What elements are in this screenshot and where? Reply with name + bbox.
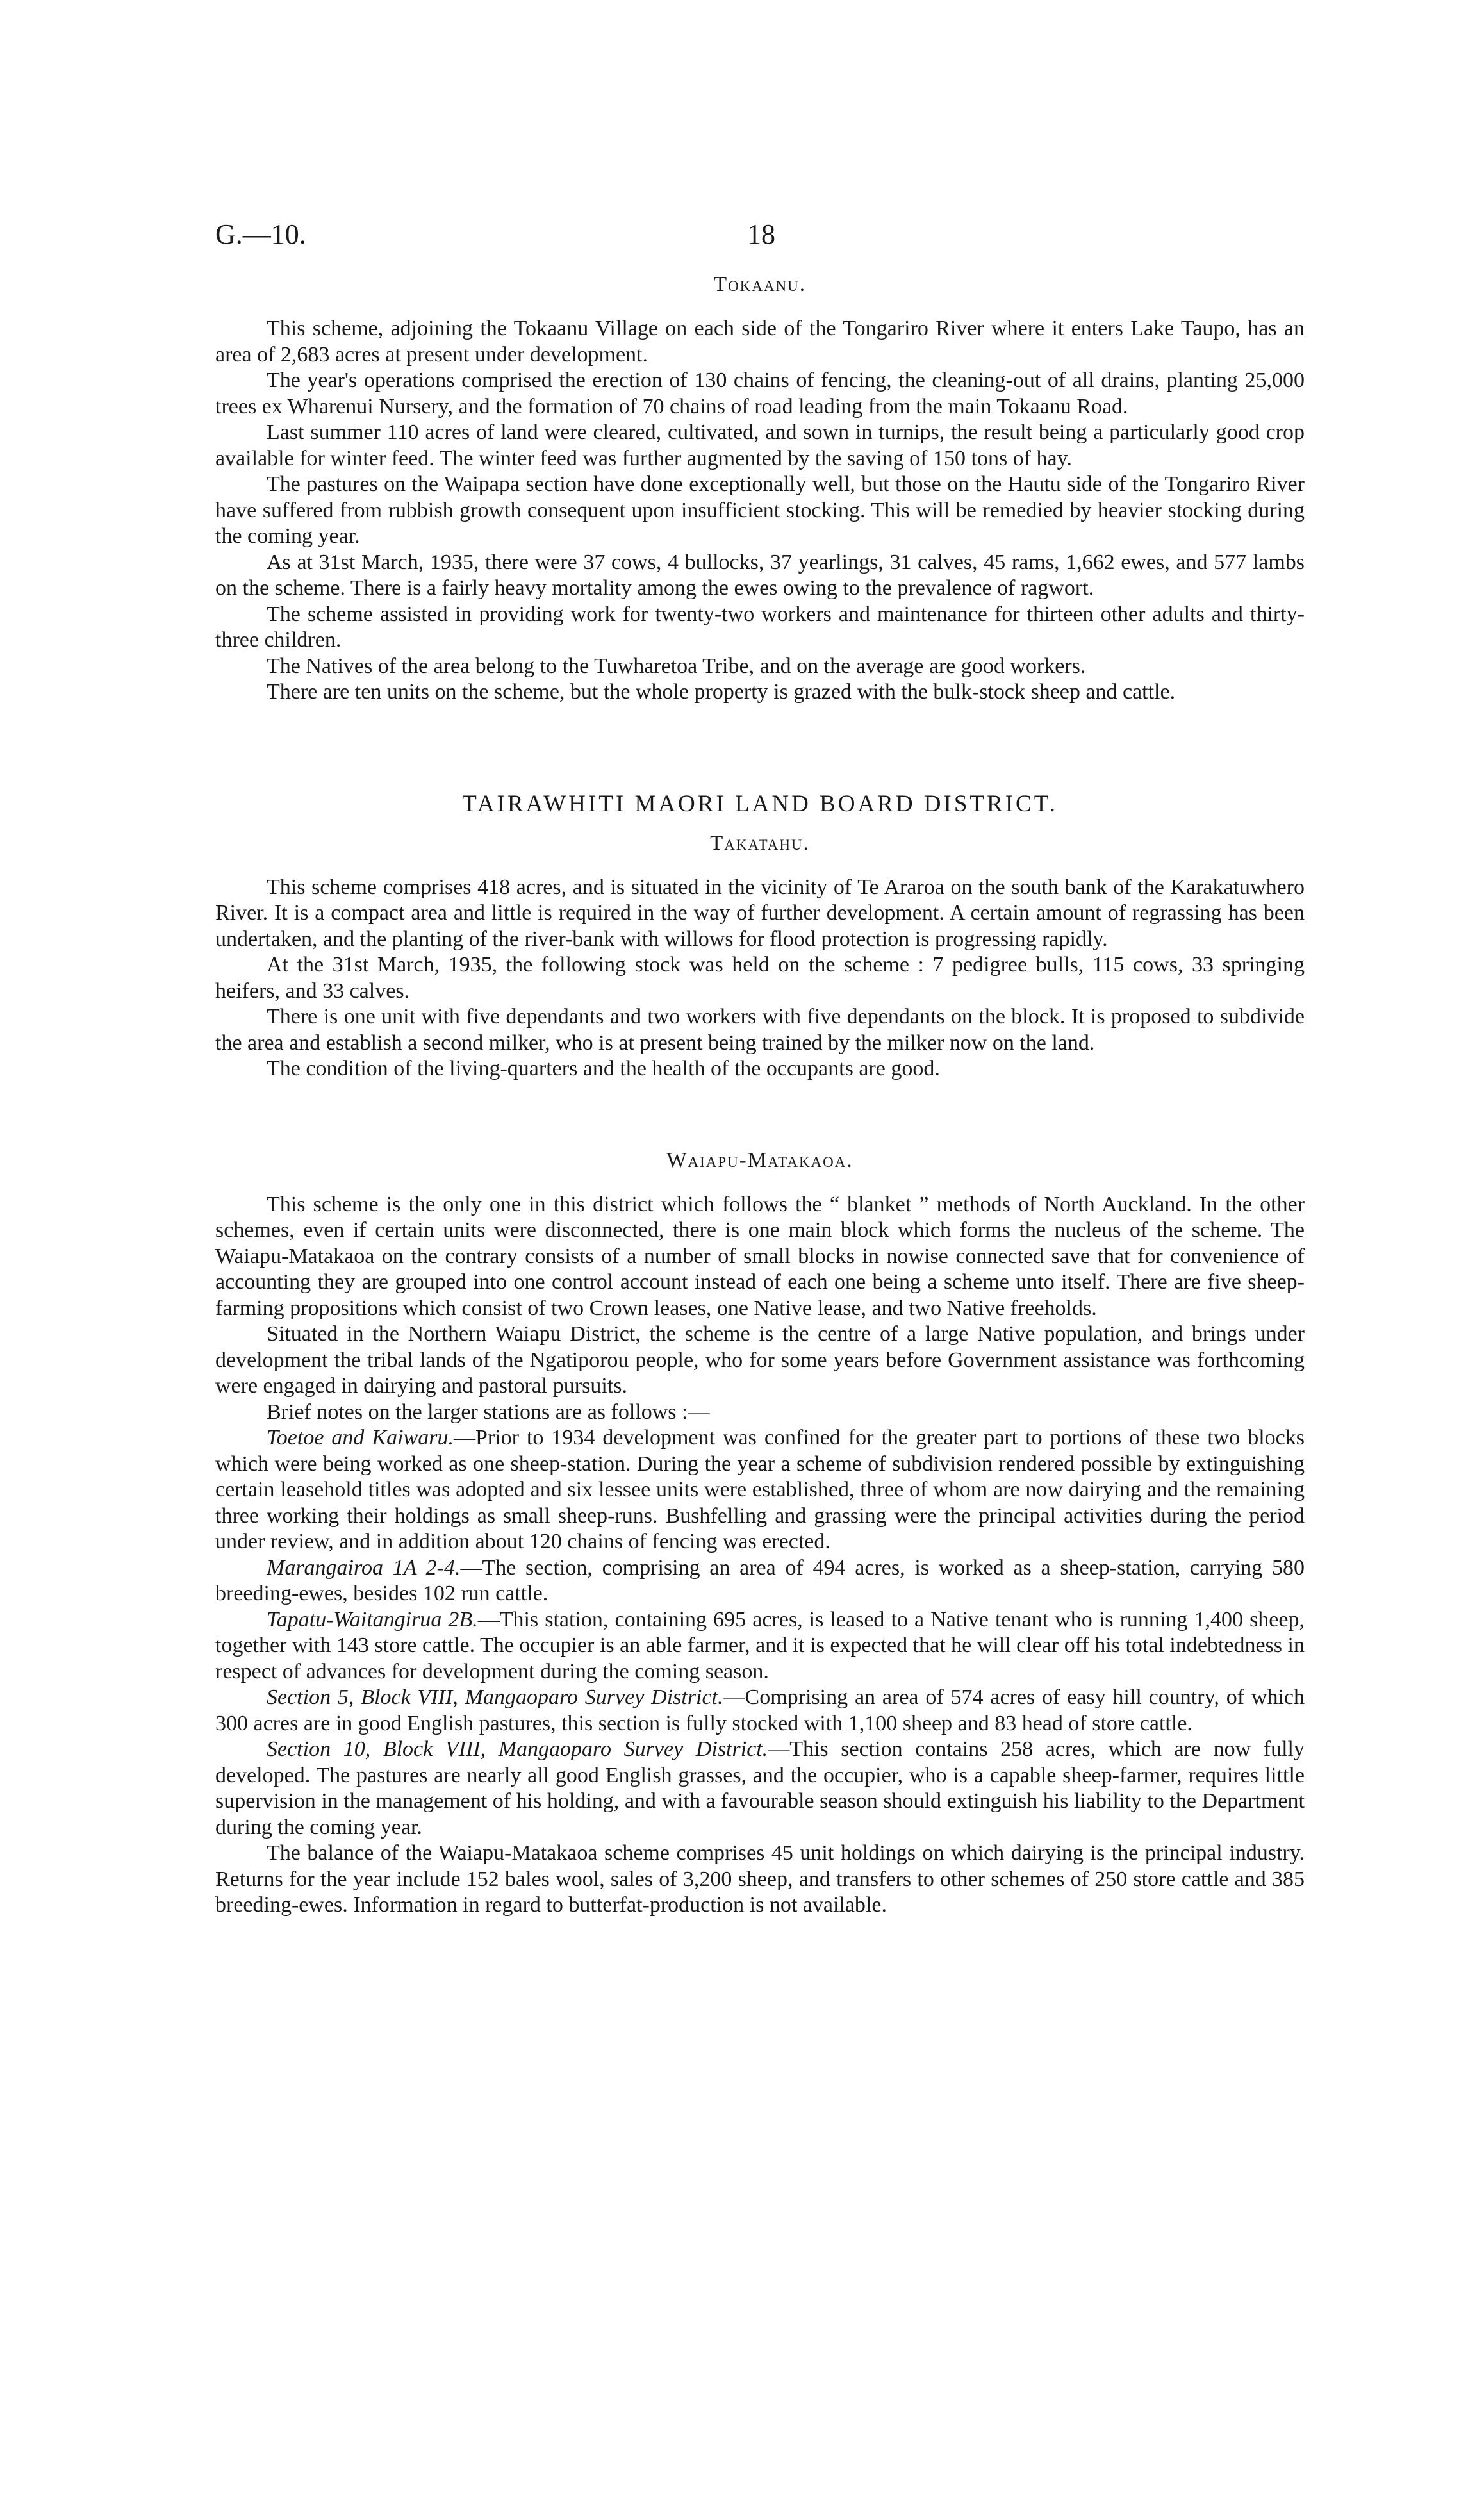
station-text: —This section contains 258 acres, which are now fully developed. The pastures are nearly all good English grasses, and the occupier, who is a capable sheep-farmer, requires little supervision in the management of his holding, and with a favourable season should extinguish his liability to the Department during the coming year.	[215, 1737, 1305, 1839]
paragraph: Last summer 110 acres of land were cleared, cultivated, and sown in turnips, the result being a particularly good crop available for winter feed. The winter feed was further augmented by the saving of 150 tons of hay.	[215, 420, 1305, 470]
paragraph: The scheme assisted in providing work for twenty-two workers and maintenance for thirteen other adults and thirty-three children.	[215, 602, 1305, 652]
paragraph: There are ten units on the scheme, but the whole property is grazed with the bulk-stock sheep and cattle.	[267, 680, 1176, 704]
document-reference: G.—10.	[215, 219, 306, 250]
paragraph: At the 31st March, 1935, the following stock was held on the scheme : 7 pedigree bulls, 115 cows, 33 springing heifers, and 33 calves.	[215, 953, 1305, 1003]
station-text: —This station, containing 695 acres, is leased to a Native tenant who is running 1,400 sheep, together with 143 store cattle. The occupier is an able farmer, and it is expected that he will clear off his total indebtedness in respect of advances for development during the coming season.	[215, 1607, 1305, 1683]
page-header	[215, 218, 1305, 269]
station-paragraph	[215, 1425, 1305, 1555]
station-paragraph	[215, 1555, 1305, 1607]
paragraph: The condition of the living-quarters and the health of the occupants are good.	[267, 1057, 940, 1080]
heading-waiapu-matakaoa: Waiapu-Matakaoa.	[666, 1148, 853, 1172]
station-name: Toetoe and Kaiwaru.	[267, 1426, 454, 1450]
document-page	[215, 218, 1305, 1919]
station-name: Tapatu-Waitangirua 2B.	[267, 1607, 478, 1632]
paragraph: There is one unit with five dependants and two workers with five dependants on the block. It is proposed to subdivide the area and establish a second milker, who is at present being trained by the milker now on the land.	[215, 1005, 1305, 1055]
station-name: Marangairoa 1A 2-4.	[267, 1555, 461, 1580]
station-text: —Prior to 1934 development was confined for the greater part to portions of these two blocks which were being worked as one sheep-station. During the year a scheme of subdivision rendered possible by extinguishing certain leasehold titles was adopted and six lessee units were established, three of whom are now dairying and the remaining three working their holdings as small sheep-runs. Bushfelling and grassing were the principal activities during the period under review, and in addition about 120 chains of fencing was erected.	[215, 1426, 1305, 1553]
station-name: Section 5, Block VIII, Mangaoparo Survey District.	[267, 1685, 723, 1709]
station-paragraph	[215, 1685, 1305, 1737]
paragraph: The balance of the Waiapu-Matakaoa scheme comprises 45 unit holdings on which dairying is the principal industry. Returns for the year include 152 bales wool, sales of 3,200 sheep, and transfers to other schemes of 250 store cattle and 385 breeding-ewes. Information in regard to butterfat-production is not available.	[215, 1841, 1305, 1917]
station-text: —Comprising an area of 574 acres of easy hill country, of which 300 acres are in good English pastures, this section is fully stocked with 1,100 sheep and 83 head of store cattle.	[215, 1685, 1305, 1735]
paragraph: As at 31st March, 1935, there were 37 cows, 4 bullocks, 37 yearlings, 31 calves, 45 rams, 1,662 ewes, and 577 lambs on the scheme. There is a fairly heavy mortality among the ewes owing to the prevalence of ragwort.	[215, 550, 1305, 600]
paragraph: Situated in the Northern Waiapu District, the scheme is the centre of a large Native population, and brings under development the tribal lands of the Ngatiporou people, who for some years before Government assistance was forthcoming were engaged in dairying and pastoral pursuits.	[215, 1322, 1305, 1398]
station-paragraph	[215, 1607, 1305, 1685]
paragraph: This scheme is the only one in this district which follows the “ blanket ” methods of North Auckland. In the other schemes, even if certain units were disconnected, there is one main block which forms the nucleus of the scheme. The Waiapu-Matakaoa on the contrary consists of a number of small blocks in nowise connected save that for convenience of accounting they are grouped into one control account instead of each one being a scheme unto itself. There are five sheep-farming propositions which consist of two Crown leases, one Native lease, and two Native freeholds.	[215, 1192, 1305, 1320]
section-waiapu-matakaoa	[215, 1192, 1305, 1919]
station-paragraph	[215, 1737, 1305, 1840]
section-tokaanu	[215, 316, 1305, 706]
page-number: 18	[747, 219, 775, 250]
paragraph: The year's operations comprised the erection of 130 chains of fencing, the cleaning-out of all drains, planting 25,000 trees ex Wharenui Nursery, and the formation of 70 chains of road leading from the main Tokaanu Road.	[215, 368, 1305, 418]
paragraph: This scheme, adjoining the Tokaanu Village on each side of the Tongariro River where it enters Lake Taupo, has an area of 2,683 acres at present under development.	[215, 317, 1305, 367]
paragraph: Brief notes on the larger stations are as follows :—	[267, 1400, 710, 1424]
paragraph: The pastures on the Waipapa section have done exceptionally well, but those on the Hautu side of the Tongariro River have suffered from rubbish growth consequent upon insufficient stocking. This will be remedied by heavier stocking during the coming year.	[215, 472, 1305, 548]
station-text: —The section, comprising an area of 494 acres, is worked as a sheep-station, carrying 580 breeding-ewes, besides 102 run cattle.	[215, 1555, 1305, 1605]
heading-tokaanu: Tokaanu.	[713, 273, 807, 296]
section-takatahu	[215, 875, 1305, 1082]
heading-takatahu: Takatahu.	[710, 831, 810, 855]
paragraph: The Natives of the area belong to the Tuwharetoa Tribe, and on the average are good workers.	[267, 654, 1086, 678]
heading-district: TAIRAWHITI MAORI LAND BOARD DISTRICT.	[462, 790, 1058, 817]
station-name: Section 10, Block VIII, Mangaoparo Survey District.	[267, 1737, 768, 1761]
paragraph: This scheme comprises 418 acres, and is situated in the vicinity of Te Araroa on the south bank of the Karakatuwhero River. It is a compact area and little is required in the way of further development. A certain amount of regrassing has been undertaken, and the planting of the river-bank with willows for flood protection is progressing rapidly.	[215, 875, 1305, 951]
